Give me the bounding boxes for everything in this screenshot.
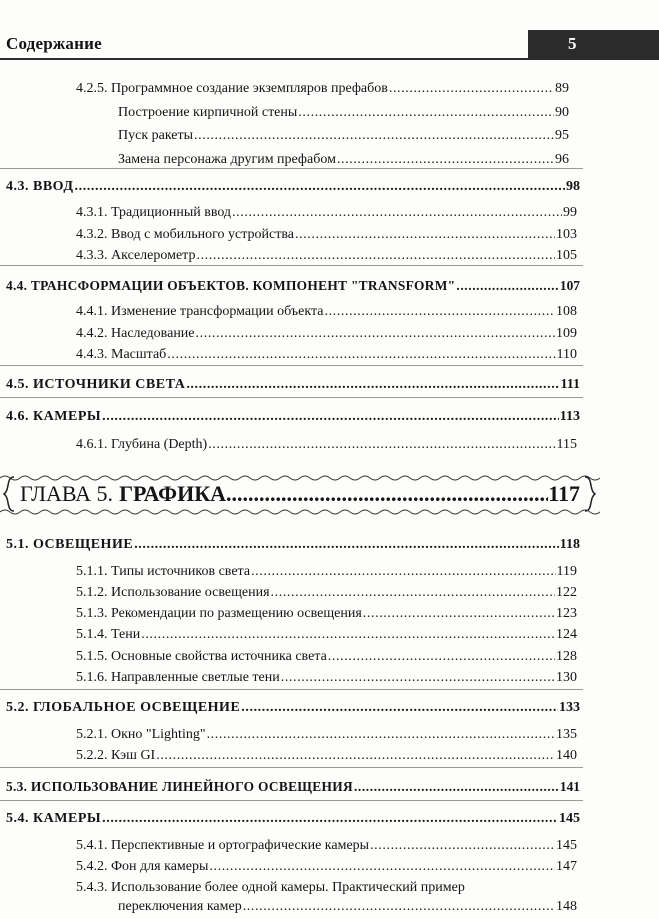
toc-entry[interactable]: 4.4.3. Масштаб ..... 110: [76, 346, 577, 364]
toc-section[interactable]: 4.4. ТРАНСФОРМАЦИИ ОБЪЕКТОВ. КОМПОНЕНТ "TRANSFORM" ..... 107: [6, 277, 580, 295]
toc-entry[interactable]: 5.1.1. Типы источников света ..... 119: [76, 563, 577, 581]
chapter-label: ГЛАВА 5.: [20, 481, 114, 506]
section-separator: [0, 365, 583, 366]
toc-section[interactable]: 4.3. ВВОД ..... 98: [6, 178, 580, 196]
toc-section[interactable]: 4.6. КАМЕРЫ ..... 113: [6, 408, 580, 426]
toc-entry[interactable]: 4.3.3. Акселерометр ..... 105: [76, 247, 577, 265]
section-separator: [0, 767, 583, 768]
toc-entry[interactable]: 4.6.1. Глубина (Depth) ..... 115: [76, 436, 577, 454]
toc-section[interactable]: 5.3. ИСПОЛЬЗОВАНИЕ ЛИНЕЙНОГО ОСВЕЩЕНИЯ ..... 141: [6, 778, 580, 796]
toc-entry[interactable]: 4.4.2. Наследование ..... 109: [76, 325, 577, 343]
section-separator: [0, 397, 583, 398]
section-separator: [0, 800, 583, 801]
toc-entry[interactable]: 5.2.2. Кэш GI ..... 140: [76, 747, 577, 765]
brace-left-decoration: [2, 476, 16, 512]
page-number-box: [528, 30, 659, 58]
toc-section[interactable]: 5.2. ГЛОБАЛЬНОЕ ОСВЕЩЕНИЕ ..... 133: [6, 699, 580, 717]
toc-entry[interactable]: 5.4.1. Перспективные и ортографические камеры ..... 145: [76, 837, 577, 855]
chapter-title: [20, 481, 580, 507]
toc-section[interactable]: 5.4. КАМЕРЫ ..... 145: [6, 810, 580, 828]
toc-entry[interactable]: 5.4.2. Фон для камеры ..... 147: [76, 858, 577, 876]
section-separator: [0, 265, 583, 266]
toc-entry[interactable]: 4.2.5. Программное создание экземпляров префабов ..... 89: [76, 80, 569, 98]
toc-entry[interactable]: 5.1.6. Направленные светлые тени ..... 130: [76, 669, 577, 687]
toc-entry[interactable]: 5.2.1. Окно "Lighting" ..... 135: [76, 726, 577, 744]
toc-entry[interactable]: Пуск ракеты ..... 95: [118, 127, 569, 145]
toc-entry[interactable]: переключения камер ..... 148: [118, 898, 577, 916]
section-separator: [0, 168, 583, 169]
toc-entry[interactable]: 4.4.1. Изменение трансформации объекта ..... 108: [76, 303, 577, 321]
toc-entry[interactable]: Построение кирпичной стены ..... 90: [118, 104, 569, 122]
wave-bottom-decoration: [0, 508, 600, 516]
toc-entry-line1[interactable]: 5.4.3. Использование более одной камеры. Практический пример: [76, 880, 465, 895]
toc-entry[interactable]: Замена персонажа другим префабом ..... 96: [118, 151, 569, 169]
toc-entry[interactable]: 5.1.5. Основные свойства источника света ..... 128: [76, 648, 577, 666]
chapter-name: ГРАФИКА: [119, 481, 227, 506]
toc-entry[interactable]: 4.3.2. Ввод с мобильного устройства ..... 103: [76, 226, 577, 244]
page-number: 5: [568, 34, 577, 53]
header-rule: [0, 58, 659, 60]
toc-entry[interactable]: 5.1.4. Тени ..... 124: [76, 626, 577, 644]
page-header: [0, 30, 659, 58]
toc-entry[interactable]: 4.3.1. Традиционный ввод ..... 99: [76, 204, 577, 222]
chapter-page: 117: [548, 481, 580, 506]
toc-section[interactable]: 5.1. ОСВЕЩЕНИЕ ..... 118: [6, 536, 580, 554]
header-title: Содержание: [6, 34, 102, 53]
toc-section[interactable]: 4.5. ИСТОЧНИКИ СВЕТА ..... 111: [6, 376, 580, 394]
brace-right-decoration: [583, 476, 597, 512]
toc-entry[interactable]: 5.1.3. Рекомендации по размещению освещения ..... 123: [76, 605, 577, 623]
chapter-banner[interactable]: [0, 474, 600, 514]
toc-entry[interactable]: 5.1.2. Использование освещения ..... 122: [76, 584, 577, 602]
section-separator: [0, 689, 583, 690]
